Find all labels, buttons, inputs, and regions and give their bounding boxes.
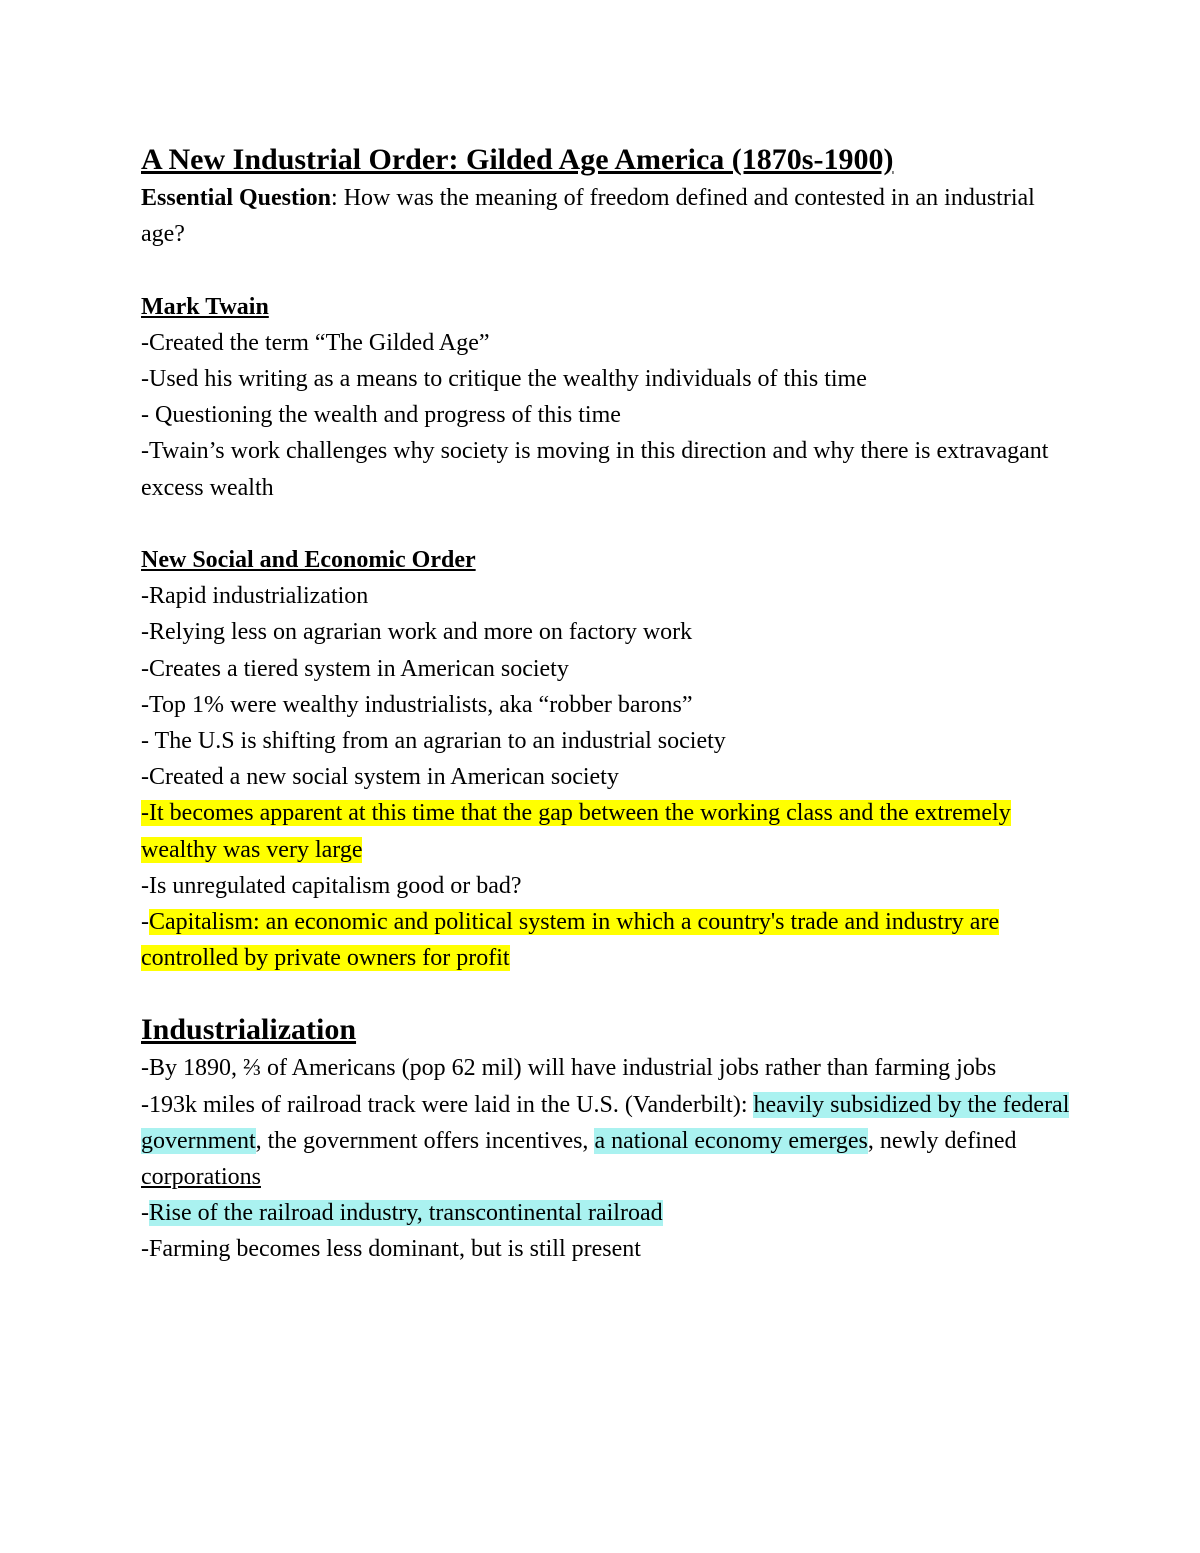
bullet-line: -Is unregulated capitalism good or bad? (141, 872, 522, 899)
text-segment: , the government offers incentives, (255, 1127, 595, 1154)
bullet-line: -Created the term “The Gilded Age” (141, 329, 490, 356)
bullet-line: -Top 1% were wealthy industrialists, aka “robber barons” (141, 691, 693, 718)
document-body (141, 140, 1081, 1268)
spacer (141, 252, 1081, 288)
bullet-line: -Relying less on agrarian work and more on factory work (141, 619, 693, 646)
section-heading-industrialization: Industrialization (141, 1013, 357, 1047)
bullet-line: - The U.S is shifting from an agrarian to an industrial society (141, 728, 726, 755)
highlighted-bullet-capitalism (141, 904, 1081, 976)
underlined-term: corporations (141, 1164, 261, 1191)
highlighted-text: It becomes apparent at this time that the gap between the working class and the extremely wealthy was very large (141, 800, 1011, 863)
highlighted-text: heavily subsidized by the federal government (141, 1091, 1070, 1154)
highlighted-text: a national economy emerges (594, 1127, 868, 1154)
essential-question-label: Essential Question (141, 185, 332, 211)
section-heading-mark-twain: Mark Twain (141, 293, 269, 320)
dash: - (141, 909, 149, 936)
document-title: A New Industrial Order: Gilded Age America (1870s-1900) (141, 143, 894, 176)
spacer (141, 976, 1081, 1010)
highlighted-bullet-wealth-gap (141, 795, 1081, 867)
text-segment: , newly defined (867, 1127, 1017, 1154)
dash: - (141, 800, 149, 827)
highlighted-text: Capitalism: an economic and political system in which a country's trade and industry are controlled by private owners for profit (141, 909, 1000, 972)
bullet-line: -By 1890, ⅔ of Americans (pop 62 mil) will have industrial jobs rather than farming jobs (141, 1055, 997, 1082)
bullet-line: -Farming becomes less dominant, but is still present (141, 1236, 641, 1263)
dash: - (141, 1200, 149, 1227)
essential-question (141, 180, 1081, 252)
bullet-line: -Used his writing as a means to critique the wealthy individuals of this time (141, 366, 867, 392)
bullet-line: -Rapid industrialization (141, 583, 369, 610)
bullet-line: - Questioning the wealth and progress of this time (141, 402, 621, 429)
bullet-line: -Creates a tiered system in American society (141, 655, 569, 682)
highlighted-text: Rise of the railroad industry, transcontinental railroad (149, 1200, 663, 1227)
highlighted-bullet-railroad-rise (141, 1195, 1081, 1231)
text-segment: -193k miles of railroad track were laid in the U.S. (Vanderbilt): (141, 1091, 754, 1118)
bullet-line: -Twain’s work challenges why society is moving in this direction and why there is extravagant excess wealth (141, 438, 1049, 501)
spacer (141, 506, 1081, 542)
section-heading-social-order: New Social and Economic Order (141, 547, 476, 573)
bullet-line-railroad (141, 1087, 1081, 1196)
bullet-line: -Created a new social system in American society (141, 764, 619, 791)
essential-question-text: : How was the meaning of freedom defined and contested in an industrial age? (141, 185, 1035, 248)
